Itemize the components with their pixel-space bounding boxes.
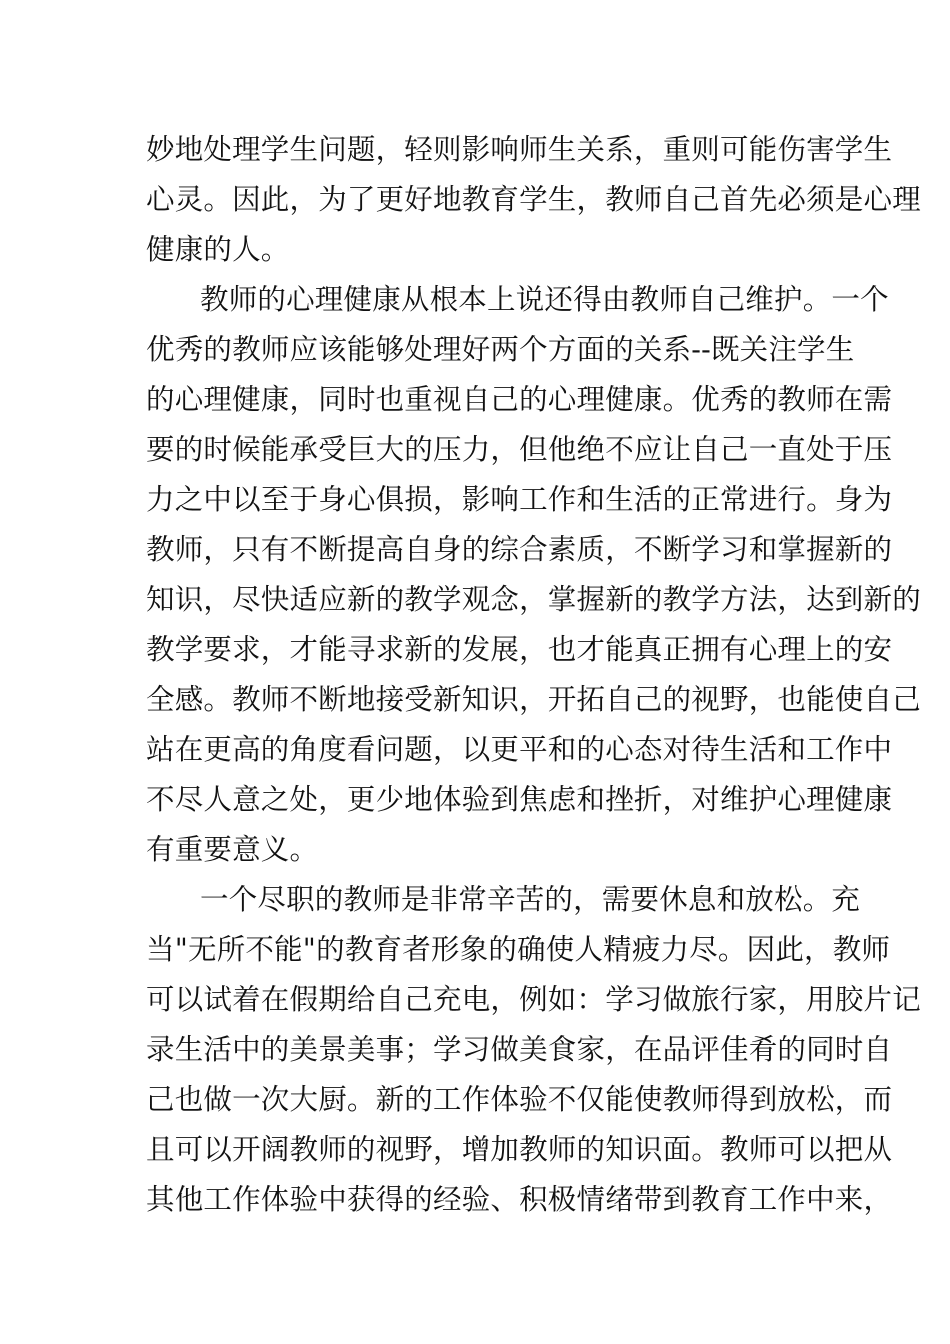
paragraph-3-line-3: 可以试着在假期给自己充电，例如：学习做旅行家，用胶片记 bbox=[146, 983, 921, 1016]
paragraph-3-line-5: 己也做一次大厨。新的工作体验不仅能使教师得到放松，而 bbox=[146, 1083, 893, 1116]
paragraph-2-line-10: 站在更高的角度看问题，以更平和的心态对待生活和工作中 bbox=[146, 733, 893, 766]
paragraph-3-line-1: 一个尽职的教师是非常辛苦的，需要休息和放松。充 bbox=[200, 883, 861, 916]
paragraph-2-line-12: 有重要意义。 bbox=[146, 833, 319, 866]
paragraph-2-line-8: 教学要求，才能寻求新的发展，也才能真正拥有心理上的安 bbox=[146, 633, 893, 666]
paragraph-2-line-11: 不尽人意之处，更少地体验到焦虑和挫折，对维护心理健康 bbox=[146, 783, 893, 816]
paragraph-3-line-4: 录生活中的美景美事；学习做美食家，在品评佳肴的同时自 bbox=[146, 1033, 893, 1066]
paragraph-1-line-1: 妙地处理学生问题，轻则影响师生关系，重则可能伤害学生 bbox=[146, 133, 893, 166]
paragraph-3-line-6: 且可以开阔教师的视野，增加教师的知识面。教师可以把从 bbox=[146, 1133, 893, 1166]
paragraph-2-line-6: 教师，只有不断提高自身的综合素质，不断学习和掌握新的 bbox=[146, 533, 893, 566]
paragraph-3-line-2: 当"无所不能"的教育者形象的确使人精疲力尽。因此，教师 bbox=[146, 933, 891, 966]
paragraph-2-line-7: 知识，尽快适应新的教学观念，掌握新的教学方法，达到新的 bbox=[146, 583, 921, 616]
paragraph-2-line-2: 优秀的教师应该能够处理好两个方面的关系--既关注学生 bbox=[146, 333, 855, 366]
paragraph-3-line-7: 其他工作体验中获得的经验、积极情绪带到教育工作中来， bbox=[146, 1183, 893, 1216]
paragraph-2-line-5: 力之中以至于身心俱损，影响工作和生活的正常进行。身为 bbox=[146, 483, 893, 516]
paragraph-2-line-4: 要的时候能承受巨大的压力，但他绝不应让自己一直处于压 bbox=[146, 433, 893, 466]
paragraph-2-line-1: 教师的心理健康从根本上说还得由教师自己维护。一个 bbox=[200, 283, 889, 316]
paragraph-1-line-3: 健康的人。 bbox=[146, 233, 290, 266]
paragraph-1-line-2: 心灵。因此，为了更好地教育学生，教师自己首先必须是心理 bbox=[146, 183, 921, 216]
paragraph-2-line-3: 的心理健康，同时也重视自己的心理健康。优秀的教师在需 bbox=[146, 383, 893, 416]
paragraph-2-line-9: 全感。教师不断地接受新知识，开拓自己的视野，也能使自己 bbox=[146, 683, 921, 716]
